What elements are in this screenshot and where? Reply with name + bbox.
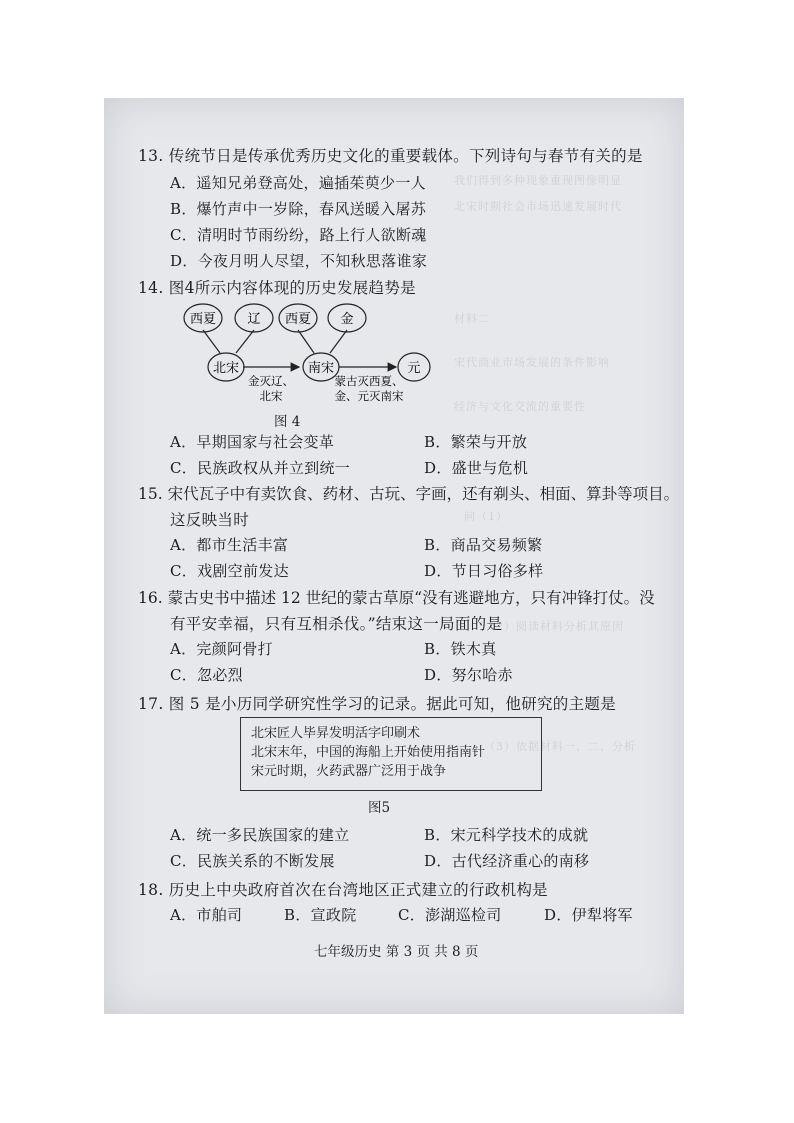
q14-option-a: A．早期国家与社会变革 xyxy=(170,433,335,451)
q17-option-d: D．古代经济重心的南移 xyxy=(424,852,590,870)
q18-stem: 18. 历史上中央政府首次在台湾地区正式建立的行政机构是 xyxy=(138,881,548,899)
q15-stem-line2: 这反映当时 xyxy=(170,511,250,529)
svg-text:南宋: 南宋 xyxy=(307,361,335,376)
q16-option-c: C．忽必烈 xyxy=(170,666,243,684)
svg-text:元: 元 xyxy=(407,361,421,376)
arrow1-label-line1: 金灭辽、 xyxy=(248,374,294,388)
q17-option-c: C．民族关系的不断发展 xyxy=(170,852,335,870)
svg-text:金: 金 xyxy=(340,312,354,327)
q16-option-a: A．完颜阿骨打 xyxy=(170,640,273,658)
arrow2-label-line1: 蒙古灭西夏、 xyxy=(334,374,404,388)
q13-stem: 13. 传统节日是传承优秀历史文化的重要载体。下列诗句与春节有关的是 xyxy=(138,147,643,165)
record-line-1: 北宋匠人毕昇发明活字印刷术 xyxy=(251,726,421,741)
q16-option-b: B．铁木真 xyxy=(424,640,497,658)
q18-option-d: D．伊犁将军 xyxy=(544,906,633,924)
svg-text:辽: 辽 xyxy=(247,312,261,327)
q13-option-b: B．爆竹声中一岁除，春风送暖入屠苏 xyxy=(170,200,427,218)
q16-stem-line2: 有平安幸福，只有互相杀伐。”结束这一局面的是 xyxy=(170,615,503,633)
figure-4-diagram xyxy=(170,296,450,408)
q15-option-a: A．都市生活丰富 xyxy=(170,536,289,554)
q17-option-a: A．统一多民族国家的建立 xyxy=(170,826,350,844)
q14-option-d: D．盛世与危机 xyxy=(424,459,529,477)
node-xixia-2 xyxy=(279,304,317,332)
node-jin xyxy=(328,304,366,332)
arrow2-label-line2: 金、元灭南宋 xyxy=(334,389,404,403)
q16-stem-line1: 16. 蒙古史书中描述 12 世纪的蒙古草原“没有逃避地方，只有冲锋打仗。没 xyxy=(138,589,655,607)
record-line-3: 宋元时期，火药武器广泛用于战争 xyxy=(251,764,447,779)
q13-option-d: D．今夜月明人尽望，不知秋思落谁家 xyxy=(170,252,428,270)
q15-option-b: B．商品交易频繁 xyxy=(424,536,543,554)
svg-text:北宋: 北宋 xyxy=(212,361,240,376)
node-xixia-1 xyxy=(184,304,222,332)
q18-option-b: B．宣政院 xyxy=(284,906,357,924)
arrow1-label-line2: 北宋 xyxy=(259,389,283,403)
q15-option-c: C．戏剧空前发达 xyxy=(170,562,289,580)
record-line-2: 北宋末年，中国的海船上开始使用指南针 xyxy=(251,745,486,760)
svg-text:西夏: 西夏 xyxy=(189,312,217,327)
q14-option-c: C．民族政权从并立到统一 xyxy=(170,459,351,477)
q13-option-c: C．清明时节雨纷纷，路上行人欲断魂 xyxy=(170,226,427,244)
q14-option-b: B．繁荣与开放 xyxy=(424,433,528,451)
q18-option-c: C．澎湖巡检司 xyxy=(398,906,502,924)
q17-option-b: B．宋元科学技术的成就 xyxy=(424,826,589,844)
q16-option-d: D．努尔哈赤 xyxy=(424,666,513,684)
q14-stem: 14. 图4所示内容体现的历史发展趋势是 xyxy=(138,279,416,297)
node-liao xyxy=(235,304,273,332)
figure-5-caption: 图5 xyxy=(368,800,391,816)
exam-page: 我们得到多种现象重现图像明显 北宋时期社会市场迅速发展时代 材料二 宋代商业市场发展的条件影响 经济与文化交流的重要性 问（1） （2）阅读材料分析其原因 （3）依据材料一、二、分析 xyxy=(104,98,684,1014)
q13-option-a: A．遥知兄弟登高处，遍插茱萸少一人 xyxy=(170,174,426,192)
page-footer: 七年级历史 第 3 页 共 8 页 xyxy=(314,944,479,960)
q17-stem: 17. 图 5 是小历同学研究性学习的记录。据此可知，他研究的主题是 xyxy=(138,695,616,713)
research-record-box xyxy=(240,717,542,791)
node-beisong xyxy=(208,353,244,381)
q18-option-a: A．市舶司 xyxy=(170,906,243,924)
q15-stem-line1: 15. 宋代瓦子中有卖饮食、药材、古玩、字画，还有剃头、相面、算卦等项目。 xyxy=(138,485,680,503)
figure-4-caption: 图 4 xyxy=(274,414,301,430)
q15-option-d: D．节日习俗多样 xyxy=(424,562,544,580)
svg-text:西夏: 西夏 xyxy=(284,312,312,327)
